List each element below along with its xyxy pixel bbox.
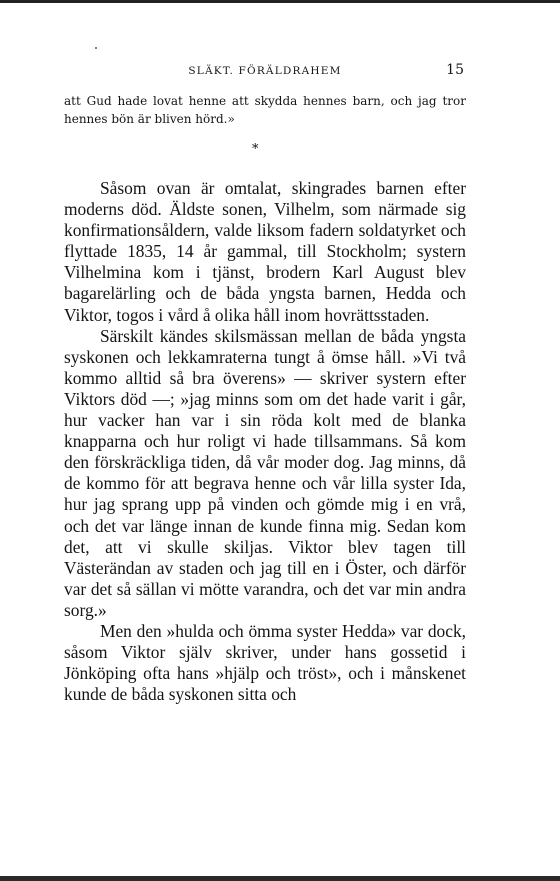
- page-bottom-edge: [0, 876, 560, 881]
- page-header: [64, 62, 466, 80]
- paragraph-1: Såsom ovan är omtalat, skingrades barnen efter moderns död. Äldste sonen, Vilhelm, som närmade sig konfirmationsåldern, valde liksom fadern soldatyrket och flyttade 1835, 14 år gammal, till Stockholm; systern Vilhelmina kom i tjänst, brodern Karl August blev bagarelärling och de båda yngsta barnen, Hedda och Viktor, togos i vård å olika håll inom hovrättsstaden.: [64, 178, 466, 325]
- paper-speck: [95, 47, 97, 49]
- page-top-edge: [0, 0, 560, 3]
- running-head: SLÄKT. FÖRÄLDRAHEM: [188, 65, 342, 77]
- page-number: 15: [446, 62, 464, 78]
- paragraph-3: Men den »hulda och ömma syster Hedda» var dock, såsom Viktor själv skriver, under hans gossetid i Jönköping ofta hans »hjälp och tröst», och i månskenet kunde de båda syskonen sitta och: [64, 620, 466, 705]
- quote-continuation: att Gud hade lovat henne att skydda hennes barn, och jag tror hennes bön är bliven hörd.»: [64, 94, 466, 126]
- paragraph-2: Särskilt kändes skilsmässan mellan de båda yngsta syskonen och lekkamraterna tungt å ömse håll. »Vi två kommo alltid så bra överens» — skriver systern efter Viktors död —; »jag minns som om det hade varit i går, hur vacker han var i sin röda kolt med de blanka knapparna och hur roligt vi hade tillsammans. Så kom den förskräckliga tiden, då vår moder dog. Jag minns, då de kommo för att begrava henne och vår lilla syster Ida, hur jag sprang upp på vinden och gömde mig i en vrå, och det var länge innan de kunde finna mig. Sedan kom det, att vi skulle skiljas. Viktor blev tagen till Västerändan av staden och jag till en i Öster, och därför var det så sällan vi mötte varandra, och det var min andra sorg.»: [64, 325, 466, 620]
- section-separator: *: [252, 142, 259, 157]
- body-text: [64, 178, 466, 705]
